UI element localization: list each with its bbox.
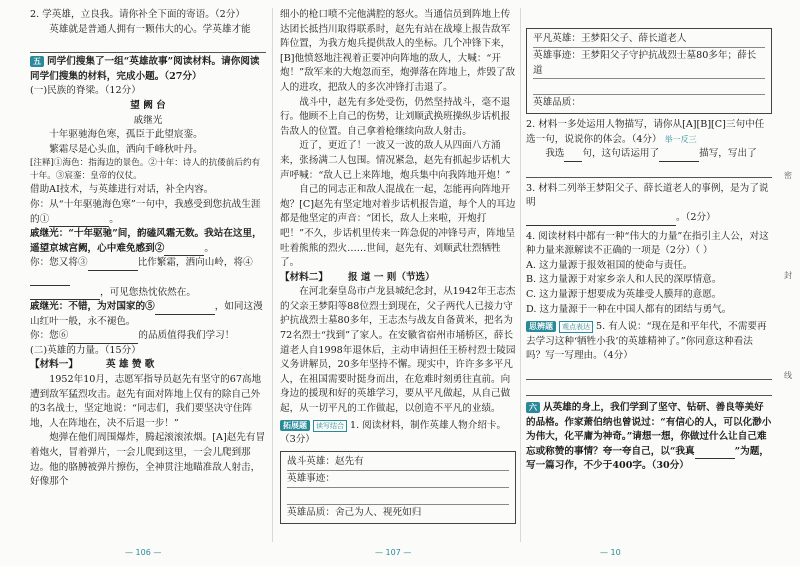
section-6-text: ”为题，写一篇习作，不少于400字。（30分） — [526, 445, 769, 472]
dialogue-text: ，可见您热忱依然在。 — [100, 286, 196, 298]
part-1-heading: (一)民族的脊梁。（12分） — [30, 85, 141, 97]
material-label: 【材料一】 — [30, 359, 78, 371]
option-d[interactable]: D. 这力量源于一种在中国人都有的团结与勇气。 — [526, 303, 732, 315]
card-row[interactable]: 英雄事迹： — [287, 471, 509, 488]
column-divider — [272, 8, 273, 542]
card-row: 平凡英雄：王梦阳父子、薛长道老人 — [533, 31, 765, 48]
card-row[interactable] — [287, 488, 509, 505]
question-3-answer — [526, 211, 772, 226]
question-tag: 读写结合 — [313, 420, 347, 432]
dialogue-text: 戚继光：“十年驱驰”间，韵磕风霜无数。我站在这里，遥望京城宫阙，心中难免感到② — [30, 228, 262, 254]
answer-text: 我选 — [545, 148, 565, 160]
answer-text: 描写，写出了 — [699, 148, 757, 160]
dialogue-you-2 — [30, 256, 266, 285]
answer-blank[interactable] — [564, 151, 582, 162]
material-1-header — [30, 358, 266, 373]
page-number: — 106 — — [125, 548, 162, 557]
answer-text: 。（2分） — [676, 211, 716, 223]
dialogue-text: ，如同这漫山红叶一般，永不褪色。 — [30, 301, 263, 327]
option-a[interactable]: A. 这力量源于报效祖国的使命与责任。 — [526, 259, 693, 271]
dialogue-you-1 — [30, 198, 266, 227]
question-text: 2. 材料一多处运用人物描写，请你从[A][B][C]三句中任选一句，说说你的体会。（4分） — [526, 119, 765, 145]
material-1-paragraph: 1952年10月，志愿军指导员赵先有坚守的67高地遭到敌军猛烈攻击。赵先有面对阵地上仅有的除自己外的3名战士，坚定地说：“同志们，我们要坚决守住阵地，人在阵地在，决不后退一步！” — [30, 374, 262, 429]
question-text: 5. 有人说：“现在是和平年代，不需要再去学习这种‘牺牲小我’的英雄精神了。”你同意这种看法吗？写一写理由。（4分） — [526, 321, 767, 362]
material-title: 英 雄 赞 歌 — [105, 359, 155, 371]
left-column — [30, 8, 266, 490]
dialogue-text: 。 — [204, 242, 214, 254]
dialogue-text: 戚继光：不错，为对国家的⑤ — [30, 301, 155, 313]
answer-blank[interactable] — [155, 304, 215, 315]
question-2-answer — [526, 147, 772, 162]
binding-margin-label: 密 — [784, 171, 792, 180]
dialogue-you-3 — [30, 329, 266, 344]
material-2-header — [280, 271, 516, 286]
dialogue-text: 。 — [109, 213, 119, 225]
answer-line[interactable] — [30, 37, 266, 53]
poem-line: 繁霜尽是心头血，洒向千峰秋叶丹。 — [49, 143, 203, 155]
answer-line[interactable] — [526, 162, 772, 178]
question-5 — [526, 320, 772, 364]
material-1-paragraph: 自己的同志正和敌人混战在一起，怎能再向阵地开炮？[C]赵先有坚定地对着步话机报告道，每个人的耳边都是他坚定的声音：“团长，敌人上来啦，开炮打吧！”不久，步话机里传来一阵急促的冲锋号声，阵地呈吐着熊熊的烈火……世间，赵先有、刘顺武壮烈牺牲了。 — [280, 184, 516, 269]
section-5-text: 同学们搜集了一组“英雄故事”阅读材料。请你阅读同学们搜集的材料，完成小题。（27分） — [30, 56, 260, 82]
poem-title: 望 阙 台 — [130, 99, 166, 111]
binding-margin-label: 封 — [784, 271, 792, 280]
card-row[interactable]: 英雄品质： — [533, 97, 581, 108]
material-2-paragraph: 在河北秦皇岛市卢龙县城纪念封，从1942年王志杰的父亲王梦阳等88位烈士到现在，父子两代人已接力守护抗战烈士墓80多年，王志杰与战友自备黄米，把名为72名烈士“找到”了家人。在安徽省宿州市埇桥区，薛长道老人自1998年退休后，主动申请担任王桥村烈士陵园义务讲解员，20多年坚持不懈。现实中，许许多多平凡人，在祖国需要时挺身而出，在危难时刻勇往直前。向身边的援现和好的英雄学习，要从平凡做起，从自己做起，从一切平凡的工作做起，以创造不平凡的业绩。 — [280, 286, 516, 415]
material-label: 【材料二】 — [280, 271, 328, 283]
answer-blank[interactable] — [526, 215, 676, 226]
dialogue-you-2-end — [30, 286, 266, 301]
right-column — [526, 8, 772, 474]
question-tag: 思辨题 — [526, 321, 556, 332]
section-6-text: 从英雄的身上，我们学到了坚守、钻研、善良等美好的品格。作家萧伯纳也曾说过：“有信心的人，可以化渺小为伟大，化平庸为神奇。”请想一想，你做过什么让自己难忘或称赞的事情？夸一夸自己，以“我真 — [526, 401, 772, 457]
dialogue-text: 的品质值得我们学习！ — [138, 330, 235, 342]
dialogue-text: 你：您又将③ — [30, 257, 88, 269]
part-2-heading: (二)英雄的力量。（15分） — [30, 344, 141, 356]
hero-card — [526, 28, 772, 114]
question-2 — [526, 118, 772, 147]
answer-blank[interactable] — [695, 448, 735, 459]
dialogue-text: 你：您⑥ — [30, 330, 69, 342]
answer-text: 句，这句话运用了 — [582, 148, 660, 160]
section-5-heading — [30, 55, 266, 84]
answer-blank[interactable] — [30, 289, 100, 300]
material-1-paragraph: 炮弹在他们周围爆炸，腾起滚滚浓烟。[A]赵先有冒着炮火，冒着弹片，一会儿爬到这里，一会儿爬到那边。他的胳膊被弹片擦伤，全神贯注地瞄准敌人射击，好像那个 — [30, 432, 266, 488]
dialogue-qi-1 — [30, 227, 266, 256]
poem-author: 戚继光 — [133, 114, 163, 126]
question-2-prompt — [30, 23, 266, 38]
question-tag: 观点表达 — [559, 321, 593, 333]
dialogue-text: 你：从“十年驱驰海色寒”一句中，我感受到您抗战生涯的① — [30, 198, 261, 225]
section-number-badge: 六 — [526, 402, 540, 413]
question-3: 3. 材料二列举王梦阳父子、薛长道老人的事例，是为了说明 — [526, 182, 769, 209]
question-2: 2. 学英雄，立良我。请你补全下面的寄语。（2分） — [30, 9, 245, 20]
dialogue-qi-2 — [30, 300, 266, 329]
question-text: 1. 阅读材料，制作英雄人物介绍卡。（3分） — [280, 419, 507, 446]
answer-line[interactable] — [526, 364, 772, 380]
material-1-paragraph: 近了，更近了！一波又一波的敌人从四面八方涌来，张扬满二人包围。情况紧急，赵先有抓起步话机大声呼喊：“敌人已上来阵地，炮兵集中向我阵地开炮！” — [280, 140, 511, 181]
answer-blank[interactable] — [88, 260, 138, 271]
material-title: 报 道 一 则（节选） — [347, 271, 435, 283]
middle-column — [280, 8, 516, 527]
card-row[interactable] — [533, 79, 765, 95]
poem-line: 十年驱驰海色寒，孤臣于此望宸銮。 — [49, 129, 203, 141]
answer-blank[interactable] — [49, 216, 109, 227]
column-divider — [520, 8, 521, 542]
card-row: 战斗英雄：赵先有 — [287, 454, 509, 471]
question-tag: 拓展题 — [280, 420, 310, 431]
answer-blank[interactable] — [659, 151, 699, 162]
card-row: 英雄事迹：王梦阳父子守护抗战烈士墓80多年；薛长道 — [533, 48, 765, 79]
question-1 — [280, 419, 516, 448]
card-row: 英雄品质：舍己为人、视死如归 — [287, 506, 422, 518]
answer-blank[interactable] — [30, 275, 70, 286]
poem-note: [注释]①海色：指海边的景色。②十年：诗人的抗倭前后约有十年。③宸銮：皇帝的仪仗。 — [30, 158, 261, 182]
question-4: 4. 阅读材料中都有一种“伟大的力量”在指引主人公，对这种力量来源解读不正确的一项是（2分）（ ） — [526, 230, 769, 257]
material-1-paragraph: 战斗中，赵先有多处受伤，仍然坚持战斗，毫不退行。他顾不上自己的伤势，让刘顺武换班操纵步话机报告敌人的位置。自己拿着枪继续向敌人射击。 — [280, 96, 511, 137]
answer-line[interactable] — [526, 380, 772, 396]
section-number-badge: 五 — [30, 56, 44, 67]
hero-card — [280, 451, 516, 524]
binding-margin-label: 线 — [784, 371, 792, 380]
page-number: — 107 — — [375, 548, 412, 557]
answer-blank[interactable] — [164, 245, 204, 256]
option-b[interactable]: B. 这力量源于对家乡亲人和人民的深厚情意。 — [526, 274, 722, 286]
ai-instruction: 借助AI技术，与英雄进行对话，补全内容。 — [30, 184, 214, 196]
section-6-heading — [526, 401, 772, 474]
question-tag: 举一反三 — [664, 134, 697, 144]
answer-blank[interactable] — [68, 333, 138, 344]
material-1-paragraph: 细小的枪口喷不完他满腔的怒火。当通信员到阵地上传达团长抵挡川取得联系时，赵先有站在战壕上报告敌军阵位置，为我方炮兵提供敌人的坐标。几个冲锋下来，[B]他愤怒地注视着正要冲向阵地的敌人，大喊：“开炮！”敌军来的大炮忽而至，炮弹落在阵地上，炸毁了敌人的进攻，把敌人的多次冲锋打击退了。 — [280, 9, 516, 93]
option-c[interactable]: C. 这力量源于想要成为英雄受人膜拜的意愿。 — [526, 288, 722, 300]
dialogue-text: 比作繁霜，洒向山岭，将④ — [137, 257, 253, 269]
page-number: — 10 — [600, 548, 621, 557]
question-2-text: 英雄就是普通人拥有一颗伟大的心。学英雄才能 — [49, 23, 251, 35]
